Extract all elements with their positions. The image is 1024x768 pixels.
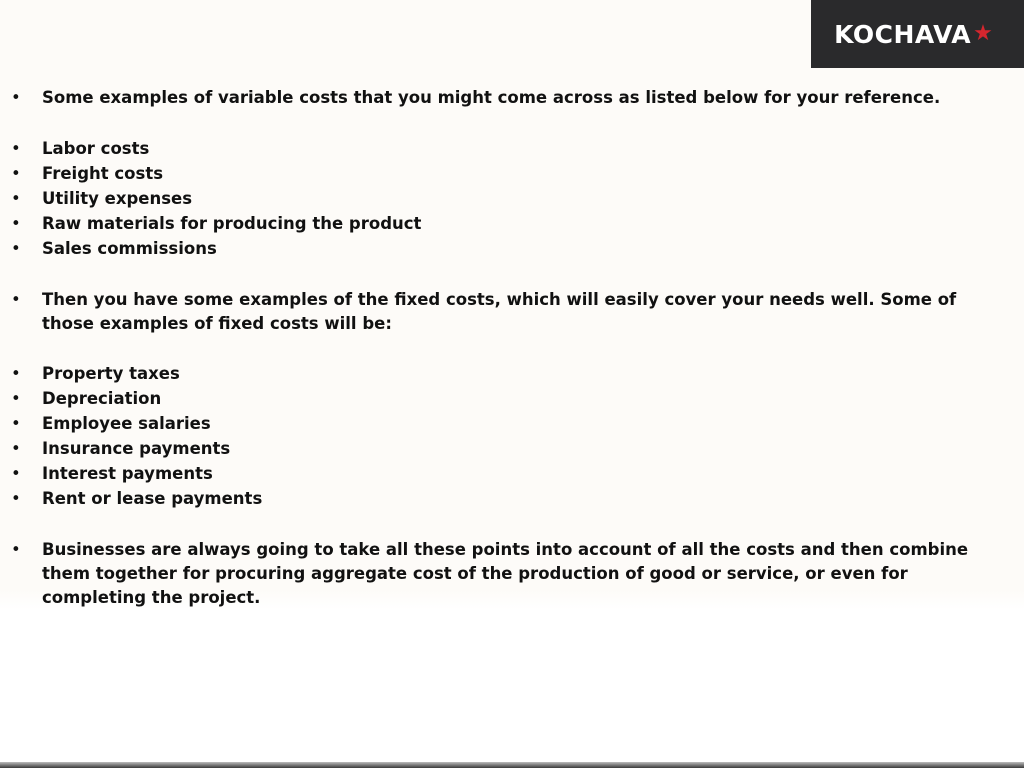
list-item	[0, 162, 1024, 187]
variable-cost-label: Utility expenses	[42, 189, 193, 208]
fixed-cost-label: Insurance payments	[42, 439, 231, 458]
list-item	[0, 362, 1024, 387]
variable-cost-label: Raw materials for producing the product	[42, 214, 422, 233]
logo-text: KOCHAVA	[834, 19, 972, 49]
list-item	[0, 538, 1024, 607]
bullet-icon: •	[11, 489, 21, 508]
spacer	[0, 262, 1024, 288]
spacer	[0, 111, 1024, 137]
fixed-cost-label: Rent or lease payments	[42, 489, 263, 508]
intro-fixed-text: Then you have some examples of the fixed costs, which will easily cover your needs well. Some of those examples of fixed costs will be:	[42, 290, 957, 333]
list-item	[0, 212, 1024, 237]
bullet-icon: •	[11, 164, 21, 183]
bullet-icon: •	[11, 364, 21, 383]
list-item	[0, 412, 1024, 437]
variable-cost-label: Labor costs	[42, 139, 150, 158]
spacer	[0, 512, 1024, 538]
bullet-icon: •	[11, 290, 21, 309]
bullet-icon: •	[11, 239, 21, 258]
bottom-divider	[0, 762, 1024, 768]
bullet-icon: •	[11, 389, 21, 408]
list-item	[0, 462, 1024, 487]
variable-cost-label: Sales commissions	[42, 239, 217, 258]
list-item	[0, 137, 1024, 162]
list-item	[0, 237, 1024, 262]
bullet-icon: •	[11, 439, 21, 458]
variable-cost-label: Freight costs	[42, 164, 164, 183]
bullet-icon: •	[11, 139, 21, 158]
kochava-logo	[811, 0, 1024, 68]
intro-variable-text: Some examples of variable costs that you might come across as listed below for your reference.	[42, 88, 941, 107]
conclusion-text: Businesses are always going to take all these points into account of all the costs and then combine them together for procuring aggregate cost of the production of good or service, or even for completing the project.	[42, 540, 969, 607]
bullet-icon: •	[11, 189, 21, 208]
fixed-cost-label: Employee salaries	[42, 414, 211, 433]
list-item	[0, 86, 1024, 111]
list-item	[0, 387, 1024, 412]
slide-content	[0, 86, 1024, 607]
spacer	[0, 336, 1024, 362]
list-item	[0, 437, 1024, 462]
bullet-icon: •	[11, 464, 21, 483]
bullet-icon: •	[11, 540, 21, 559]
fixed-cost-label: Interest payments	[42, 464, 213, 483]
list-item	[0, 487, 1024, 512]
bullet-icon: •	[11, 88, 21, 107]
bullet-icon: •	[11, 414, 21, 433]
list-item	[0, 288, 1024, 336]
fixed-cost-label: Property taxes	[42, 364, 180, 383]
star-icon: ★	[973, 21, 993, 46]
list-item	[0, 187, 1024, 212]
fixed-cost-label: Depreciation	[42, 389, 162, 408]
bullet-icon: •	[11, 214, 21, 233]
